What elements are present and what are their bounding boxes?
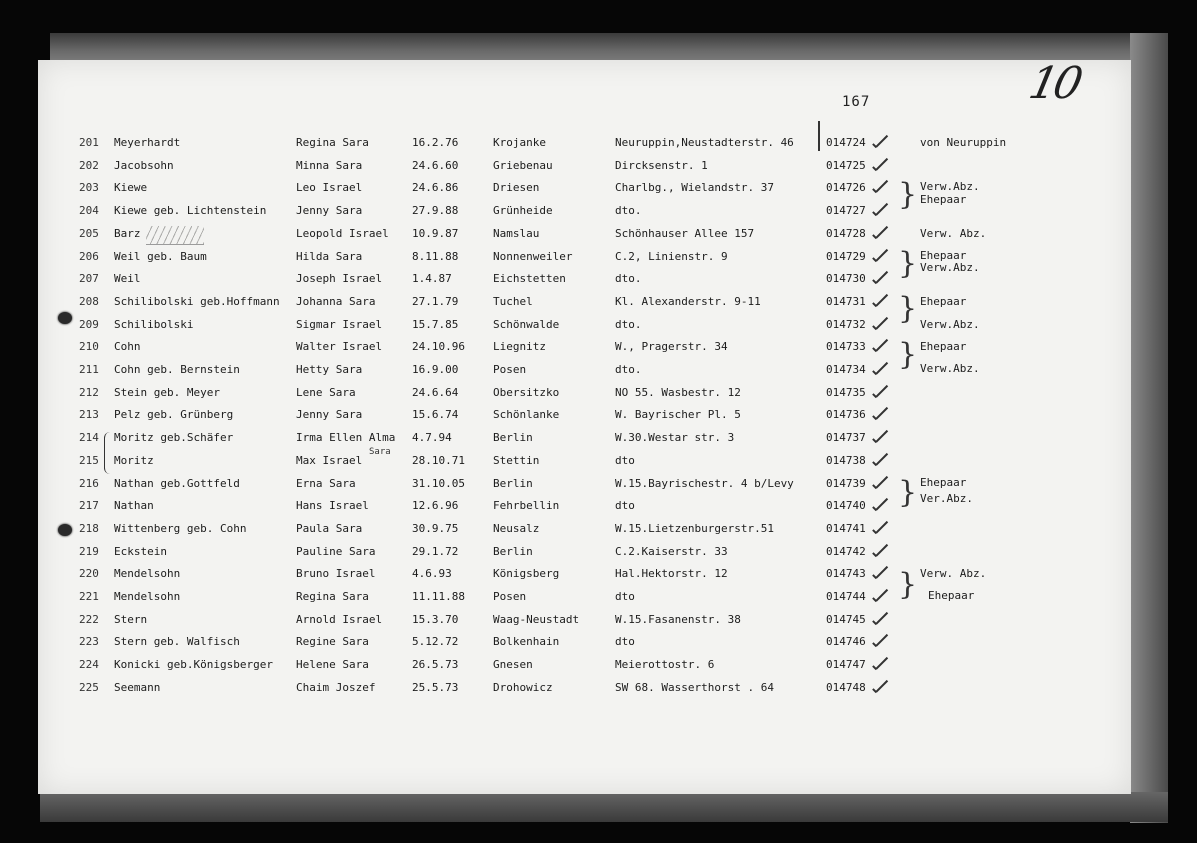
address: dto.	[615, 272, 642, 286]
surname: Nathan geb.Gottfeld	[114, 476, 240, 490]
surname: Barz	[114, 226, 141, 240]
birthplace: Drohowicz	[493, 680, 553, 694]
birth-date: 28.10.71	[412, 453, 465, 467]
row-number: 214	[79, 431, 99, 445]
given-names: Jenny Sara	[296, 204, 363, 218]
remark-211: Verw.Abz.	[920, 362, 980, 375]
surname: Stein geb. Meyer	[114, 385, 220, 399]
table-row	[0, 587, 1197, 607]
transport-id: 014733	[826, 340, 866, 354]
checkmark-icon	[872, 385, 890, 399]
row-number: 208	[79, 294, 99, 308]
page-number: 167	[842, 94, 871, 110]
birthplace: Berlin	[493, 544, 533, 558]
birth-date: 12.6.96	[412, 499, 459, 513]
birth-date: 15.7.85	[412, 317, 459, 331]
birth-date: 15.6.74	[412, 408, 459, 422]
remark-209: Verw.Abz.	[920, 318, 980, 331]
address: C.2, Linienstr. 9	[615, 249, 728, 263]
remark-210: Ehepaar	[920, 340, 967, 353]
row-number: 205	[79, 226, 99, 240]
birthplace: Obersitzko	[493, 385, 560, 399]
birth-date: 4.6.93	[412, 567, 452, 581]
row-number: 217	[79, 499, 99, 513]
address: Kl. Alexanderstr. 9-11	[615, 294, 761, 308]
transport-id: 014741	[826, 521, 866, 535]
remark-206-b: Verw.Abz.	[920, 261, 980, 274]
checkmark-icon	[872, 249, 890, 263]
address: dto	[615, 499, 635, 513]
transport-id: 014737	[826, 431, 866, 445]
transport-id: 014746	[826, 635, 866, 649]
handwritten-sara-insertion: Sara	[369, 447, 391, 457]
birthplace: Berlin	[493, 476, 533, 490]
surname: Moritz	[114, 453, 154, 467]
row-number: 201	[79, 136, 99, 149]
row-number: 210	[79, 340, 99, 354]
remark-221: Ehepaar	[928, 589, 975, 602]
birth-date: 27.9.88	[412, 204, 459, 218]
table-row	[0, 542, 1197, 562]
birthplace: Stettin	[493, 453, 540, 467]
checkmark-icon	[872, 498, 890, 512]
birth-date: 4.7.94	[412, 431, 452, 445]
birth-date: 29.1.72	[412, 544, 459, 558]
table-row	[0, 315, 1197, 335]
address: SW 68. Wasserthorst . 64	[615, 680, 774, 694]
surname: Stern geb. Walfisch	[114, 635, 240, 649]
row-number: 213	[79, 408, 99, 422]
surname: Eckstein	[114, 544, 167, 558]
transport-id: 014730	[826, 272, 866, 286]
row-number: 219	[79, 544, 99, 558]
row-number: 203	[79, 181, 99, 195]
birthplace: Posen	[493, 363, 527, 376]
birth-date: 24.6.60	[412, 158, 459, 172]
checkmark-icon	[872, 634, 890, 648]
address: Meierottostr. 6	[615, 658, 715, 672]
surname: Mendelsohn	[114, 567, 181, 581]
row-number: 204	[79, 204, 99, 218]
transport-id: 014731	[826, 294, 866, 308]
remark-216-b: Ver.Abz.	[920, 492, 973, 505]
checkmark-icon	[872, 226, 890, 240]
surname: Kiewe	[114, 181, 148, 195]
given-names: Leopold Israel	[296, 226, 389, 240]
row-number: 215	[79, 453, 99, 467]
birth-date: 25.5.73	[412, 680, 459, 694]
birth-date: 30.9.75	[412, 521, 459, 535]
given-names: Walter Israel	[296, 340, 383, 354]
given-names: Paula Sara	[296, 521, 363, 535]
row-number: 212	[79, 385, 99, 399]
row-number: 216	[79, 476, 99, 490]
surname: Schilibolski geb.Hoffmann	[114, 294, 280, 308]
given-names: Erna Sara	[296, 476, 356, 490]
remark-206-a: Ehepaar	[920, 249, 967, 262]
birthplace: Gnesen	[493, 658, 533, 672]
birth-date: 24.10.96	[412, 340, 465, 354]
birthplace: Schönlanke	[493, 408, 560, 422]
birthplace: Berlin	[493, 431, 533, 445]
surname: Weil	[114, 272, 141, 286]
birth-date: 11.11.88	[412, 590, 465, 603]
birthplace: Bolkenhain	[493, 635, 560, 649]
transport-id: 014726	[826, 181, 866, 195]
brace-mark: }	[898, 337, 918, 372]
address: W., Pragerstr. 34	[615, 340, 728, 354]
birthplace: Fehrbellin	[493, 499, 560, 513]
address: W.15.Lietzenburgerstr.51	[615, 521, 774, 535]
bracket-mark-214-215	[104, 432, 111, 474]
checkmark-icon	[872, 158, 890, 172]
transport-id: 014748	[826, 680, 866, 694]
birth-date: 27.1.79	[412, 294, 459, 308]
birth-date: 10.9.87	[412, 226, 459, 240]
row-number: 225	[79, 680, 99, 694]
remark-208: Ehepaar	[920, 295, 967, 308]
table-row	[0, 269, 1197, 289]
row-number: 223	[79, 635, 99, 649]
address: Hal.Hektorstr. 12	[615, 567, 728, 581]
birthplace: Posen	[493, 590, 527, 603]
given-names: Bruno Israel	[296, 567, 376, 581]
given-names: Lene Sara	[296, 385, 356, 399]
transport-id: 014725	[826, 158, 866, 172]
transport-id: 014724	[826, 136, 866, 149]
checkmark-icon	[872, 135, 890, 149]
table-row	[0, 133, 1197, 153]
given-names: Hilda Sara	[296, 249, 363, 263]
table-row	[0, 360, 1197, 380]
brace-mark: }	[898, 567, 918, 602]
table-row	[0, 428, 1197, 448]
remark-205: Verw. Abz.	[920, 227, 987, 240]
table-row	[0, 405, 1197, 425]
checkmark-icon	[872, 430, 890, 444]
brace-mark: }	[898, 177, 918, 212]
birth-date: 5.12.72	[412, 635, 459, 649]
checkmark-icon	[872, 271, 890, 285]
birthplace: Grünheide	[493, 204, 553, 218]
transport-id: 014729	[826, 249, 866, 263]
given-names: Regine Sara	[296, 635, 369, 649]
birth-date: 8.11.88	[412, 249, 459, 263]
birth-date: 31.10.05	[412, 476, 465, 490]
table-row	[0, 610, 1197, 630]
transport-id: 014747	[826, 658, 866, 672]
checkmark-icon	[872, 544, 890, 558]
table-row	[0, 383, 1197, 403]
given-names: Max Israel	[296, 453, 363, 467]
crossed-out-name-mark	[146, 226, 204, 245]
birth-date: 16.2.76	[412, 136, 459, 149]
row-number: 209	[79, 317, 99, 331]
birth-date: 26.5.73	[412, 658, 459, 672]
birth-date: 15.3.70	[412, 612, 459, 626]
checkmark-icon	[872, 566, 890, 580]
surname: Wittenberg geb. Cohn	[114, 521, 247, 535]
birthplace: Schönwalde	[493, 317, 560, 331]
given-names: Hans Israel	[296, 499, 369, 513]
address: W. Bayrischer Pl. 5	[615, 408, 741, 422]
brace-mark: }	[898, 291, 918, 326]
address: Charlbg., Wielandstr. 37	[615, 181, 774, 195]
brace-mark: }	[898, 475, 918, 510]
checkmark-icon	[872, 203, 890, 217]
birthplace: Neusalz	[493, 521, 540, 535]
birthplace: Liegnitz	[493, 340, 546, 354]
checkmark-icon	[872, 680, 890, 694]
transport-id: 014739	[826, 476, 866, 490]
remark-220: Verw. Abz.	[920, 567, 987, 580]
checkmark-icon	[872, 453, 890, 467]
brace-mark: }	[898, 246, 918, 281]
row-number: 220	[79, 567, 99, 581]
birth-date: 16.9.00	[412, 363, 459, 376]
table-row	[0, 519, 1197, 539]
table-row	[0, 156, 1197, 176]
birth-date: 24.6.64	[412, 385, 459, 399]
surname: Stern	[114, 612, 148, 626]
table-row	[0, 655, 1197, 675]
table-row	[0, 292, 1197, 312]
transport-id: 014745	[826, 612, 866, 626]
row-number: 222	[79, 612, 99, 626]
table-row	[0, 451, 1197, 471]
row-number: 206	[79, 249, 99, 263]
surname: Schilibolski	[114, 317, 194, 331]
birthplace: Tuchel	[493, 294, 533, 308]
row-number: 207	[79, 272, 99, 286]
transport-id: 014744	[826, 590, 866, 603]
table-row	[0, 247, 1197, 267]
given-names: Irma Ellen Alma	[296, 431, 396, 445]
table-row	[0, 474, 1197, 494]
given-names: Minna Sara	[296, 158, 363, 172]
address: dto.	[615, 204, 642, 218]
surname: Seemann	[114, 680, 161, 694]
given-names: Pauline Sara	[296, 544, 376, 558]
checkmark-icon	[872, 407, 890, 421]
given-names: Chaim Joszef	[296, 680, 376, 694]
given-names: Helene Sara	[296, 658, 369, 672]
address: Schönhauser Allee 157	[615, 226, 755, 240]
address: C.2.Kaiserstr. 33	[615, 544, 728, 558]
checkmark-icon	[872, 589, 890, 603]
address: Dircksenstr. 1	[615, 158, 708, 172]
address: dto.	[615, 317, 642, 331]
row-number: 224	[79, 658, 99, 672]
checkmark-icon	[872, 317, 890, 331]
remark-216-a: Ehepaar	[920, 476, 967, 489]
given-names: Arnold Israel	[296, 612, 383, 626]
table-row	[0, 564, 1197, 584]
transport-id: 014735	[826, 385, 866, 399]
surname: Pelz geb. Grünberg	[114, 408, 234, 422]
checkmark-icon	[872, 612, 890, 626]
birthplace: Krojanke	[493, 136, 546, 149]
punch-hole	[58, 524, 72, 536]
remark-203-b: Ehepaar	[920, 193, 967, 206]
surname: Cohn geb. Bernstein	[114, 363, 240, 376]
table-row	[0, 678, 1197, 698]
surname: Nathan	[114, 499, 154, 513]
table-row	[0, 201, 1197, 221]
checkmark-icon	[872, 476, 890, 490]
surname: Konicki geb.Königsberger	[114, 658, 273, 672]
birth-date: 24.6.86	[412, 181, 459, 195]
corner-folio-number: 10	[1024, 58, 1084, 109]
address: dto	[615, 635, 635, 649]
given-names: Joseph Israel	[296, 272, 383, 286]
transport-id: 014732	[826, 317, 866, 331]
row-number: 218	[79, 521, 99, 535]
remark-201: von Neuruppin	[920, 136, 1007, 149]
surname: Moritz geb.Schäfer	[114, 431, 234, 445]
transport-id: 014743	[826, 567, 866, 581]
transport-id: 014738	[826, 453, 866, 467]
checkmark-icon	[872, 294, 890, 308]
surname: Kiewe geb. Lichtenstein	[114, 204, 267, 218]
transport-id: 014740	[826, 499, 866, 513]
birthplace: Königsberg	[493, 567, 560, 581]
birthplace: Driesen	[493, 181, 540, 195]
birthplace: Nonnenweiler	[493, 249, 573, 263]
address: dto	[615, 453, 635, 467]
checkmark-icon	[872, 339, 890, 353]
birthplace: Eichstetten	[493, 272, 566, 286]
surname: Meyerhardt	[114, 136, 181, 149]
row-number: 211	[79, 363, 99, 376]
given-names: Regina Sara	[296, 590, 369, 603]
birthplace: Griebenau	[493, 158, 553, 172]
transport-id: 014728	[826, 226, 866, 240]
given-names: Hetty Sara	[296, 363, 363, 376]
address: dto	[615, 590, 635, 603]
address: NO 55. Wasbestr. 12	[615, 385, 741, 399]
given-names: Johanna Sara	[296, 294, 376, 308]
punch-hole	[58, 312, 72, 324]
address: W.15.Fasanenstr. 38	[615, 612, 741, 626]
given-names: Regina Sara	[296, 136, 369, 149]
checkmark-icon	[872, 521, 890, 535]
birthplace: Waag-Neustadt	[493, 612, 580, 626]
surname: Mendelsohn	[114, 590, 181, 603]
remark-203-a: Verw.Abz.	[920, 180, 980, 193]
checkmark-icon	[872, 657, 890, 671]
surname: Jacobsohn	[114, 158, 174, 172]
table-row	[0, 178, 1197, 198]
address: W.30.Westar str. 3	[615, 431, 735, 445]
checkmark-icon	[872, 362, 890, 376]
checkmark-icon	[872, 180, 890, 194]
address: Neuruppin,Neustadterstr. 46	[615, 136, 794, 149]
transport-id: 014742	[826, 544, 866, 558]
address: W.15.Bayrischestr. 4 b/Levy	[615, 476, 794, 490]
row-number: 221	[79, 590, 99, 603]
given-names: Sigmar Israel	[296, 317, 383, 331]
transport-id: 014727	[826, 204, 866, 218]
birthplace: Namslau	[493, 226, 540, 240]
transport-id: 014736	[826, 408, 866, 422]
birth-date: 1.4.87	[412, 272, 452, 286]
given-names: Leo Israel	[296, 181, 363, 195]
transport-id: 014734	[826, 363, 866, 376]
given-names: Jenny Sara	[296, 408, 363, 422]
surname: Cohn	[114, 340, 141, 354]
row-number: 202	[79, 158, 99, 172]
table-row	[0, 632, 1197, 652]
address: dto.	[615, 363, 642, 376]
surname: Weil geb. Baum	[114, 249, 207, 263]
table-row	[0, 496, 1197, 516]
table-row	[0, 337, 1197, 357]
